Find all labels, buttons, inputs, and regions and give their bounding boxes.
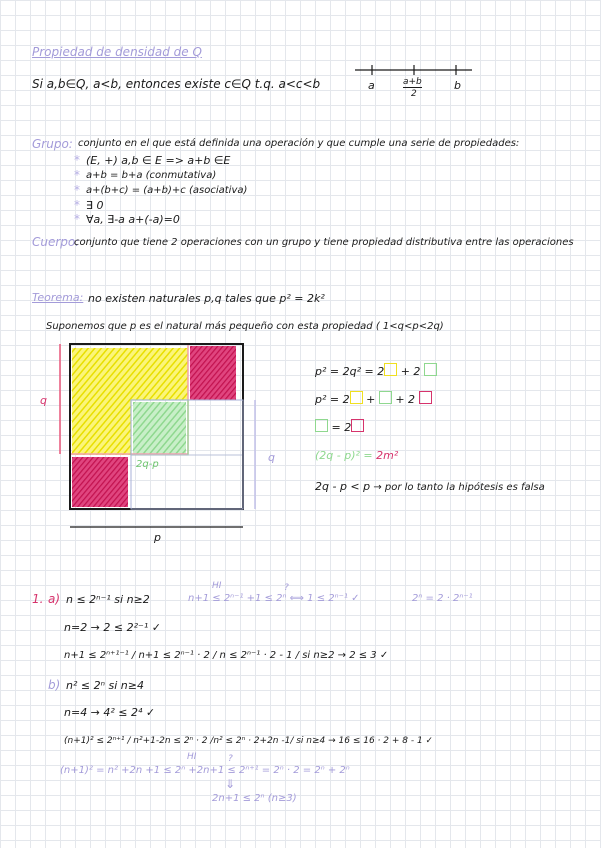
conclusion-text: → por lo tanto la hipótesis es falsa [373, 482, 545, 493]
star-icon: * [74, 168, 80, 182]
equation-2-right: + 2 [395, 393, 416, 406]
group-prop: ∀a, ∃-a a+(-a)=0 [86, 213, 180, 226]
group-definition: conjunto en el que está definida una operación y que cumple una serie de propiedades: [78, 138, 520, 149]
green-box-icon [315, 419, 328, 432]
label-q-left: q [40, 394, 47, 407]
exercise-number: 1. [32, 592, 44, 606]
equation-2 [315, 391, 432, 405]
exercise-a-label: a) [48, 592, 61, 606]
group-prop: ∃ 0 [86, 199, 104, 212]
exercise-b-claim: n² ≤ 2ⁿ si n≥4 [66, 679, 144, 692]
number-line-midpoint: a+b [403, 77, 422, 87]
equation-4 [315, 450, 398, 461]
equation-1-right: + 2 [400, 365, 421, 378]
exercise-a-q: ? [284, 583, 289, 593]
exercise-b-alt: (n+1)² = n² +2n +1 ≤ 2ⁿ +2n+1 ≤ 2ⁿ⁺¹ = 2ⁿ · 2 = 2ⁿ + 2ⁿ [60, 765, 350, 776]
ring-definition: conjunto que tiene 2 operaciones con un grupo y tiene propiedad distributiva entre las operaciones [74, 237, 574, 248]
equation-2-mid: + [366, 393, 376, 406]
exercise-a-side: 2ⁿ = 2 · 2ⁿ⁻¹ [412, 593, 473, 604]
star-icon: * [74, 183, 80, 197]
label-p: p [154, 531, 161, 544]
equation-4-left: (2q - p)² = [315, 449, 373, 462]
exercise-b-final: 2n+1 ≤ 2ⁿ (n≥3) [212, 793, 297, 804]
down-arrow-icon: ⇓ [225, 777, 236, 791]
theorem-term: Teorema: [32, 291, 84, 304]
density-statement: Si a,b∈Q, a<b, entonces existe c∈Q t.q. a<c<b [32, 77, 321, 91]
equation-2-left: p² = 2 [315, 393, 350, 406]
equation-1 [315, 363, 437, 377]
number-line-b: b [454, 79, 461, 92]
exercise-a-claim: n ≤ 2ⁿ⁻¹ si n≥2 [66, 593, 150, 606]
exercise-b-hi: HI [187, 752, 197, 762]
label-2q-p: 2q-p [136, 459, 159, 470]
number-line-a: a [368, 79, 375, 92]
exercise-b-step: (n+1)² ≤ 2ⁿ⁺¹ / n²+1-2n ≤ 2ⁿ · 2 /n² ≤ 2ⁿ · 2+2n -1/ si n≥4 → 16 ≤ 16 · 2 + 8 - 1 ✓ [64, 736, 434, 746]
group-prop: a+b = b+a (conmutativa) [86, 170, 217, 181]
exercise-b-q: ? [228, 754, 233, 764]
magenta-box-icon [419, 391, 432, 404]
magenta-square [190, 346, 236, 400]
equation-3 [315, 419, 364, 433]
green-box-icon [379, 391, 392, 404]
theorem-supposition: Suponemos que p es el natural más pequeño con esta propiedad ( 1<q<p<2q) [46, 321, 444, 332]
density-title: Propiedad de densidad de Q [32, 45, 202, 59]
green-square [133, 402, 186, 454]
exercise-b-base: n=4 → 4² ≤ 2⁴ ✓ [64, 706, 156, 719]
equation-3-right: = 2 [331, 421, 352, 434]
number-line-denominator: 2 [411, 89, 417, 99]
star-icon: * [74, 198, 80, 212]
green-box-icon [424, 363, 437, 376]
square-diagram [55, 340, 265, 540]
group-prop: (E, +) a,b ∈ E => a+b ∈E [86, 154, 231, 167]
theorem-statement: no existen naturales p,q tales que p² = 2k² [88, 292, 325, 305]
yellow-box-icon [350, 391, 363, 404]
exercise-a-hi: HI [212, 581, 222, 591]
exercise-b-label: b) [48, 678, 61, 692]
yellow-box-icon [384, 363, 397, 376]
equation-4-right: 2m² [376, 449, 399, 462]
star-icon: * [74, 212, 80, 226]
exercise-a-step: n+1 ≤ 2ⁿ⁺¹⁻¹ / n+1 ≤ 2ⁿ⁻¹ · 2 / n ≤ 2ⁿ⁻¹ · 2 - 1 / si n≥2 → 2 ≤ 3 ✓ [64, 650, 389, 661]
conclusion-math: 2q - p < p [315, 480, 371, 493]
magenta-box-icon [351, 419, 364, 432]
group-prop: a+(b+c) = (a+b)+c (asociativa) [86, 185, 248, 196]
equation-1-left: p² = 2q² = 2 [315, 365, 385, 378]
exercise-a-note: n+1 ≤ 2ⁿ⁻¹ +1 ≤ 2ⁿ ⟺ 1 ≤ 2ⁿ⁻¹ ✓ [188, 593, 360, 604]
ring-term: Cuerpo: [32, 235, 80, 249]
conclusion [315, 481, 545, 493]
exercise-a-base: n=2 → 2 ≤ 2²⁻¹ ✓ [64, 621, 161, 634]
label-q-right: q [268, 451, 275, 464]
magenta-square [72, 457, 128, 507]
group-term: Grupo: [32, 137, 73, 151]
star-icon: * [74, 153, 80, 167]
